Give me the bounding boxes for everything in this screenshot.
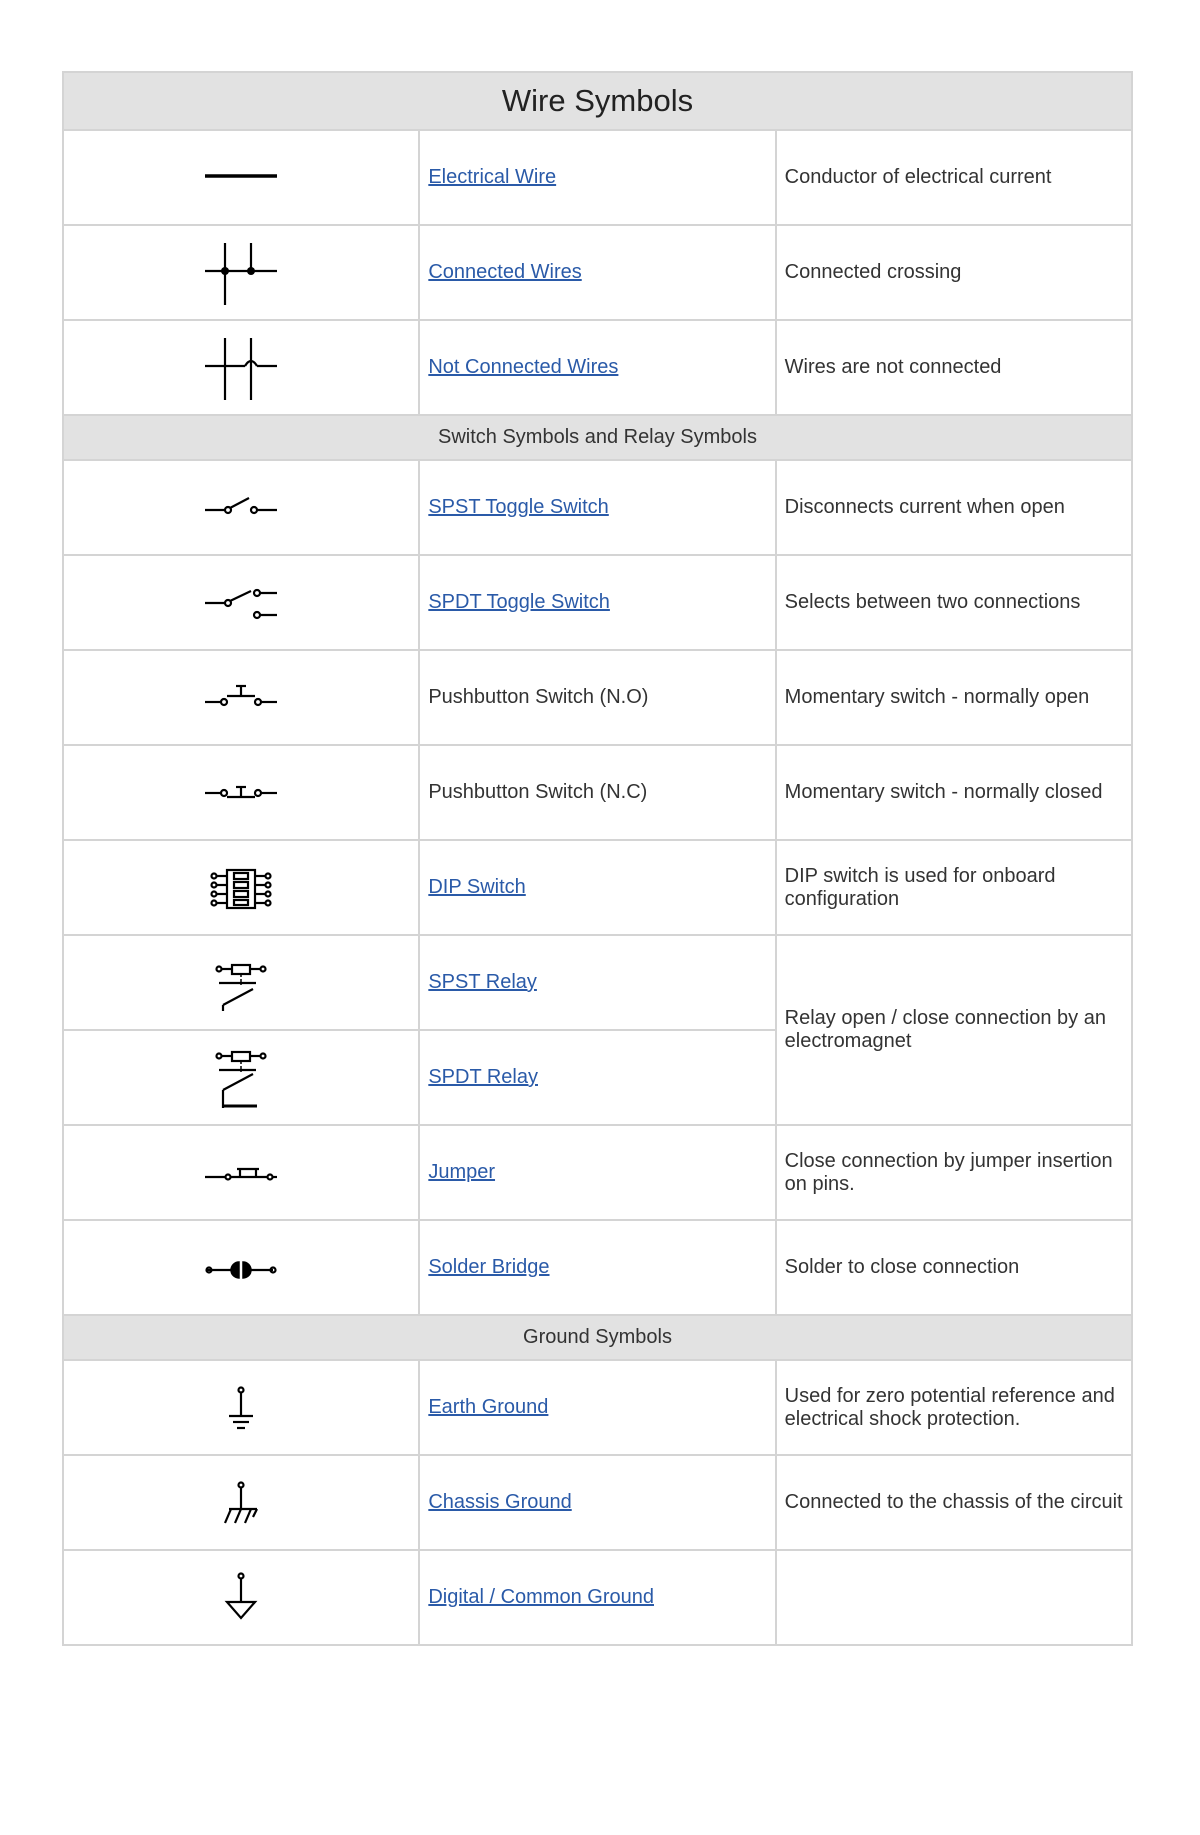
table-row bbox=[63, 555, 1132, 650]
symbols-table bbox=[62, 71, 1133, 1646]
symbol-description: Conductor of electrical current bbox=[776, 130, 1132, 225]
chassis-ground-icon bbox=[201, 1467, 281, 1539]
link-connected-wires[interactable]: Connected Wires bbox=[428, 261, 582, 283]
symbol-cell bbox=[63, 935, 419, 1030]
spst-relay-icon bbox=[201, 947, 281, 1019]
section-header-switch-symbols-and-relay-symbols: Switch Symbols and Relay Symbols bbox=[63, 415, 1132, 460]
digital-ground-icon bbox=[201, 1562, 281, 1634]
symbol-description: Disconnects current when open bbox=[776, 460, 1132, 555]
symbol-name-cell bbox=[419, 1455, 775, 1550]
table-row bbox=[63, 1550, 1132, 1645]
link-electrical-wire[interactable]: Electrical Wire bbox=[428, 166, 557, 188]
pushbutton-no-icon bbox=[201, 662, 281, 734]
table-row bbox=[63, 320, 1132, 415]
symbol-name-cell bbox=[419, 1360, 775, 1455]
symbol-name-cell bbox=[419, 1550, 775, 1645]
symbol-description: Close connection by jumper insertion on pins. bbox=[776, 1125, 1132, 1220]
symbol-name-cell bbox=[419, 225, 775, 320]
earth-ground-icon bbox=[201, 1372, 281, 1444]
symbol-name-cell bbox=[419, 935, 775, 1030]
symbol-name-cell bbox=[419, 320, 775, 415]
link-digital-common-ground[interactable]: Digital / Common Ground bbox=[428, 1586, 654, 1608]
table-title: Wire Symbols bbox=[63, 72, 1132, 130]
symbol-description: Selects between two connections bbox=[776, 555, 1132, 650]
symbol-cell bbox=[63, 1220, 419, 1315]
section-row bbox=[63, 415, 1132, 460]
link-earth-ground[interactable]: Earth Ground bbox=[428, 1396, 549, 1418]
not-connected-wires-icon bbox=[201, 332, 281, 404]
link-spdt-relay[interactable]: SPDT Relay bbox=[428, 1066, 538, 1088]
symbol-name-cell bbox=[419, 555, 775, 650]
symbol-cell bbox=[63, 225, 419, 320]
jumper-icon bbox=[201, 1137, 281, 1209]
symbol-cell bbox=[63, 460, 419, 555]
link-spst-relay[interactable]: SPST Relay bbox=[428, 971, 537, 993]
link-chassis-ground[interactable]: Chassis Ground bbox=[428, 1491, 572, 1513]
link-solder-bridge[interactable]: Solder Bridge bbox=[428, 1256, 550, 1278]
symbol-cell bbox=[63, 1360, 419, 1455]
symbol-cell bbox=[63, 320, 419, 415]
link-spdt-toggle-switch[interactable]: SPDT Toggle Switch bbox=[428, 591, 610, 613]
symbol-description: Wires are not connected bbox=[776, 320, 1132, 415]
symbol-description: Relay open / close connection by an electromagnet bbox=[776, 935, 1132, 1125]
link-dip-switch[interactable]: DIP Switch bbox=[428, 876, 526, 898]
symbol-cell bbox=[63, 555, 419, 650]
symbol-description: Used for zero potential reference and electrical shock protection. bbox=[776, 1360, 1132, 1455]
symbol-name-cell bbox=[419, 1030, 775, 1125]
table-row bbox=[63, 1360, 1132, 1455]
symbol-cell bbox=[63, 745, 419, 840]
symbol-cell bbox=[63, 1455, 419, 1550]
symbol-name-cell bbox=[419, 745, 775, 840]
dip-switch-icon bbox=[201, 852, 281, 924]
symbol-name-cell bbox=[419, 460, 775, 555]
connected-wires-icon bbox=[201, 237, 281, 309]
symbol-name-cell bbox=[419, 650, 775, 745]
table-row bbox=[63, 1220, 1132, 1315]
symbol-description: Solder to close connection bbox=[776, 1220, 1132, 1315]
link-spst-toggle-switch[interactable]: SPST Toggle Switch bbox=[428, 496, 609, 518]
table-row bbox=[63, 840, 1132, 935]
symbol-name-cell bbox=[419, 1125, 775, 1220]
link-jumper[interactable]: Jumper bbox=[428, 1161, 496, 1183]
section-row bbox=[63, 1315, 1132, 1360]
symbol-description bbox=[776, 1550, 1132, 1645]
symbol-description: Connected to the chassis of the circuit bbox=[776, 1455, 1132, 1550]
wire-icon bbox=[201, 142, 281, 214]
table-row bbox=[63, 1125, 1132, 1220]
symbol-description: Momentary switch - normally closed bbox=[776, 745, 1132, 840]
pushbutton-nc-icon bbox=[201, 757, 281, 829]
symbol-cell bbox=[63, 130, 419, 225]
spdt-switch-icon bbox=[201, 567, 281, 639]
solder-bridge-icon bbox=[201, 1232, 281, 1304]
spdt-relay-icon bbox=[201, 1042, 281, 1114]
table-row bbox=[63, 650, 1132, 745]
label-pushbutton-switch-n-c: Pushbutton Switch (N.C) bbox=[428, 781, 648, 803]
label-pushbutton-switch-n-o: Pushbutton Switch (N.O) bbox=[428, 686, 649, 708]
symbol-cell bbox=[63, 1550, 419, 1645]
section-header-ground-symbols: Ground Symbols bbox=[63, 1315, 1132, 1360]
symbol-cell bbox=[63, 840, 419, 935]
symbol-name-cell bbox=[419, 840, 775, 935]
link-not-connected-wires[interactable]: Not Connected Wires bbox=[428, 356, 619, 378]
symbol-description: Connected crossing bbox=[776, 225, 1132, 320]
spst-switch-icon bbox=[201, 472, 281, 544]
table-row bbox=[63, 1455, 1132, 1550]
symbol-name-cell bbox=[419, 130, 775, 225]
table-row bbox=[63, 935, 1132, 1030]
symbol-cell bbox=[63, 650, 419, 745]
symbol-description: Momentary switch - normally open bbox=[776, 650, 1132, 745]
symbol-name-cell bbox=[419, 1220, 775, 1315]
symbol-cell bbox=[63, 1125, 419, 1220]
symbol-cell bbox=[63, 1030, 419, 1125]
table-row bbox=[63, 460, 1132, 555]
symbol-description: DIP switch is used for onboard configuration bbox=[776, 840, 1132, 935]
table-row bbox=[63, 225, 1132, 320]
table-row bbox=[63, 130, 1132, 225]
table-row bbox=[63, 745, 1132, 840]
